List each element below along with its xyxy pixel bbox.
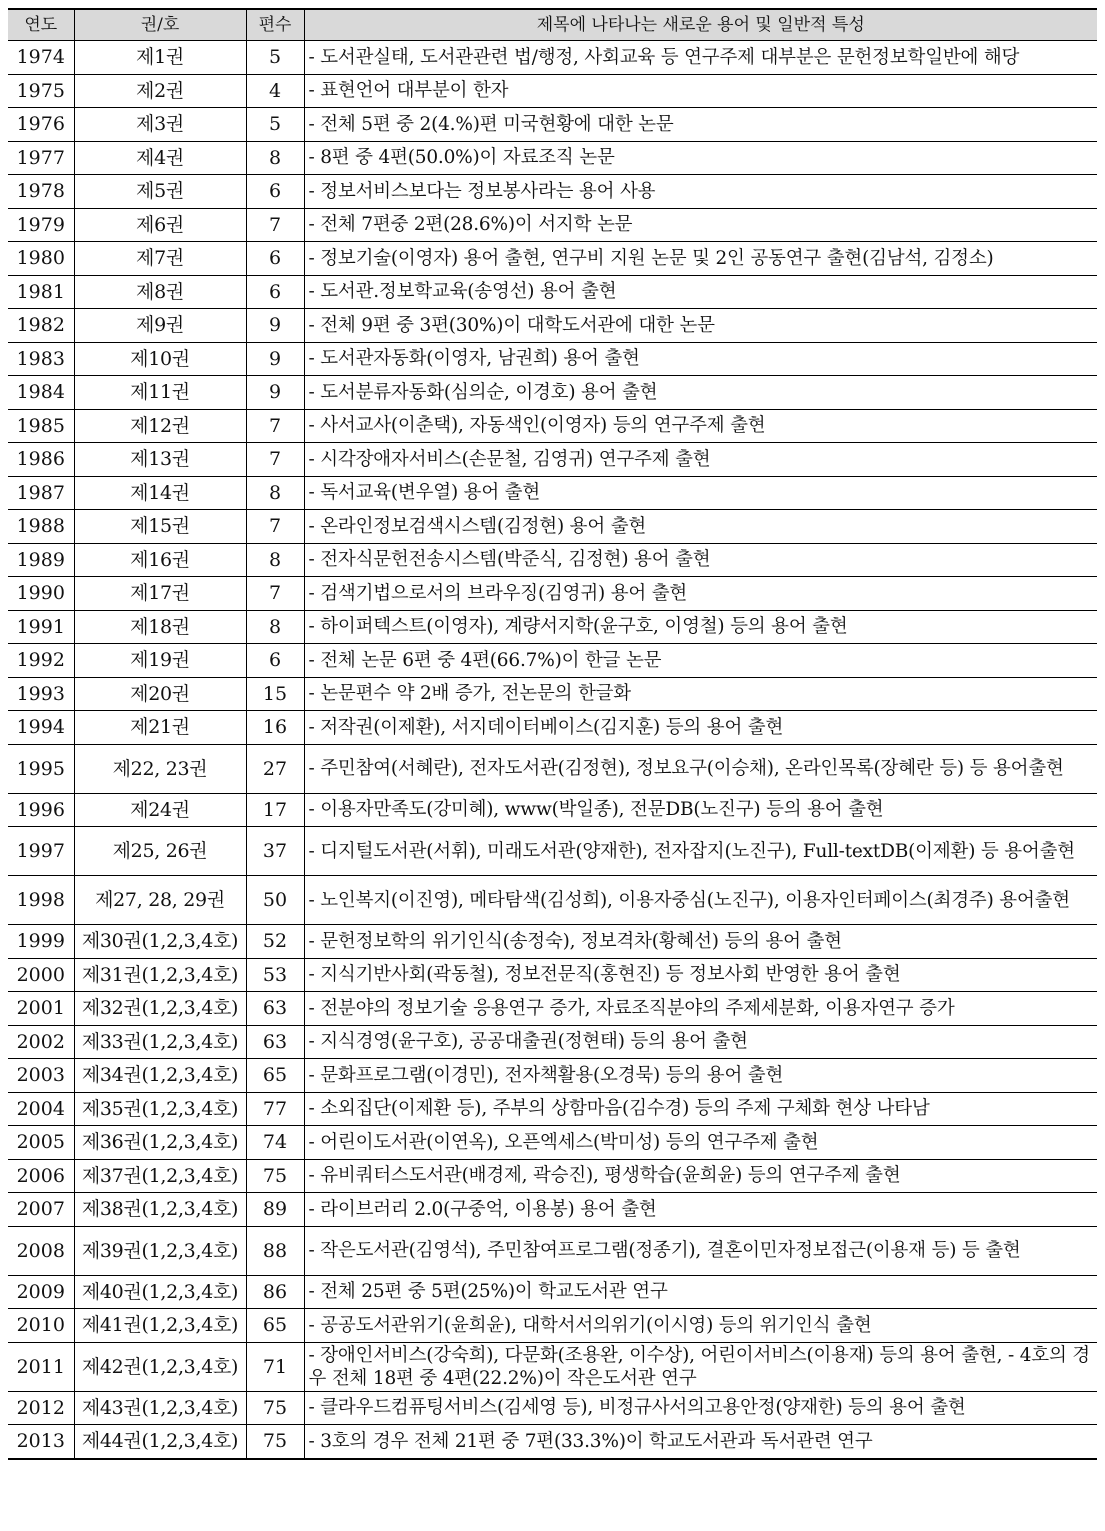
- cell-year: 1984: [8, 376, 74, 410]
- cell-count: 8: [246, 610, 304, 644]
- cell-description: - 저작권(이제환), 서지데이터베이스(김지훈) 등의 용어 출현: [304, 711, 1097, 745]
- cell-volume: 제36권(1,2,3,4호): [74, 1126, 246, 1160]
- cell-count: 53: [246, 958, 304, 992]
- table-header-row: [8, 9, 1097, 41]
- cell-count: 8: [246, 476, 304, 510]
- table-row: [8, 1275, 1097, 1309]
- table-row: [8, 275, 1097, 309]
- journal-terms-table: [8, 8, 1097, 1460]
- cell-year: 2013: [8, 1425, 74, 1459]
- cell-year: 1975: [8, 74, 74, 108]
- cell-volume: 제14권: [74, 476, 246, 510]
- cell-year: 2002: [8, 1025, 74, 1059]
- cell-year: 2000: [8, 958, 74, 992]
- cell-count: 89: [246, 1193, 304, 1227]
- cell-description: - 온라인정보검색시스템(김정현) 용어 출현: [304, 510, 1097, 544]
- table-row: [8, 610, 1097, 644]
- cell-year: 1992: [8, 644, 74, 678]
- cell-count: 7: [246, 443, 304, 477]
- table-row: [8, 744, 1097, 793]
- cell-year: 2004: [8, 1092, 74, 1126]
- cell-year: 1989: [8, 543, 74, 577]
- table-row: [8, 41, 1097, 75]
- cell-description: - 하이퍼텍스트(이영자), 계량서지학(윤구호, 이영철) 등의 용어 출현: [304, 610, 1097, 644]
- table-row: [8, 376, 1097, 410]
- cell-volume: 제39권(1,2,3,4호): [74, 1226, 246, 1275]
- table-row: [8, 1092, 1097, 1126]
- cell-volume: 제32권(1,2,3,4호): [74, 992, 246, 1026]
- table-body: [8, 41, 1097, 1459]
- cell-volume: 제6권: [74, 208, 246, 242]
- cell-year: 1998: [8, 876, 74, 925]
- cell-description: - 문화프로그램(이경민), 전자책활용(오경묵) 등의 용어 출현: [304, 1059, 1097, 1093]
- cell-volume: 제24권: [74, 793, 246, 827]
- cell-description: - 클라우드컴퓨팅서비스(김세영 등), 비정규사서의고용안정(양재한) 등의 용어 출현: [304, 1391, 1097, 1425]
- cell-count: 63: [246, 1025, 304, 1059]
- table-row: [8, 175, 1097, 209]
- cell-count: 65: [246, 1059, 304, 1093]
- cell-volume: 제33권(1,2,3,4호): [74, 1025, 246, 1059]
- cell-description: - 지식기반사회(곽동철), 정보전문직(홍현진) 등 정보사회 반영한 용어 출현: [304, 958, 1097, 992]
- table-row: [8, 1159, 1097, 1193]
- cell-volume: 제8권: [74, 275, 246, 309]
- cell-description: - 전체 9편 중 3편(30%)이 대학도서관에 대한 논문: [304, 309, 1097, 343]
- cell-count: 52: [246, 925, 304, 959]
- cell-count: 8: [246, 543, 304, 577]
- header-description: 제목에 나타나는 새로운 용어 및 일반적 특성: [304, 9, 1097, 41]
- cell-volume: 제31권(1,2,3,4호): [74, 958, 246, 992]
- table-row: [8, 677, 1097, 711]
- table-row: [8, 208, 1097, 242]
- cell-volume: 제4권: [74, 141, 246, 175]
- cell-description: - 전체 25편 중 5편(25%)이 학교도서관 연구: [304, 1275, 1097, 1309]
- cell-volume: 제2권: [74, 74, 246, 108]
- cell-description: - 8편 중 4편(50.0%)이 자료조직 논문: [304, 141, 1097, 175]
- table-row: [8, 1059, 1097, 1093]
- cell-volume: 제30권(1,2,3,4호): [74, 925, 246, 959]
- cell-description: - 작은도서관(김영석), 주민참여프로그램(정종기), 결혼이민자정보접근(이용재 등) 등 출현: [304, 1226, 1097, 1275]
- cell-description: - 정보기술(이영자) 용어 출현, 연구비 지원 논문 및 2인 공동연구 출현(김남석, 김정소): [304, 242, 1097, 276]
- cell-volume: 제17권: [74, 577, 246, 611]
- cell-volume: 제43권(1,2,3,4호): [74, 1391, 246, 1425]
- cell-year: 1976: [8, 108, 74, 142]
- cell-year: 1985: [8, 409, 74, 443]
- cell-year: 1979: [8, 208, 74, 242]
- cell-count: 86: [246, 1275, 304, 1309]
- cell-count: 9: [246, 376, 304, 410]
- cell-count: 75: [246, 1425, 304, 1459]
- table-row: [8, 577, 1097, 611]
- cell-volume: 제5권: [74, 175, 246, 209]
- cell-description: - 표현언어 대부분이 한자: [304, 74, 1097, 108]
- cell-description: - 전자식문헌전송시스템(박준식, 김정현) 용어 출현: [304, 543, 1097, 577]
- cell-volume: 제37권(1,2,3,4호): [74, 1159, 246, 1193]
- cell-count: 4: [246, 74, 304, 108]
- cell-volume: 제44권(1,2,3,4호): [74, 1425, 246, 1459]
- cell-year: 2010: [8, 1309, 74, 1343]
- table-row: [8, 992, 1097, 1026]
- table-row: [8, 827, 1097, 876]
- cell-description: - 정보서비스보다는 정보봉사라는 용어 사용: [304, 175, 1097, 209]
- cell-year: 1987: [8, 476, 74, 510]
- cell-volume: 제9권: [74, 309, 246, 343]
- cell-volume: 제10권: [74, 342, 246, 376]
- header-year: 연도: [8, 9, 74, 41]
- cell-volume: 제42권(1,2,3,4호): [74, 1342, 246, 1391]
- cell-description: - 전체 5편 중 2(4.%)편 미국현황에 대한 논문: [304, 108, 1097, 142]
- cell-volume: 제35권(1,2,3,4호): [74, 1092, 246, 1126]
- cell-count: 15: [246, 677, 304, 711]
- cell-count: 7: [246, 208, 304, 242]
- cell-volume: 제34권(1,2,3,4호): [74, 1059, 246, 1093]
- cell-count: 8: [246, 141, 304, 175]
- cell-year: 2001: [8, 992, 74, 1026]
- cell-volume: 제40권(1,2,3,4호): [74, 1275, 246, 1309]
- table-row: [8, 141, 1097, 175]
- cell-description: - 유비쿼터스도서관(배경제, 곽승진), 평생학습(윤희윤) 등의 연구주제 출현: [304, 1159, 1097, 1193]
- cell-volume: 제15권: [74, 510, 246, 544]
- cell-description: - 도서관실태, 도서관관련 법/행정, 사회교육 등 연구주제 대부분은 문헌정보학일반에 해당: [304, 41, 1097, 75]
- cell-year: 1983: [8, 342, 74, 376]
- table-row: [8, 342, 1097, 376]
- table-row: [8, 510, 1097, 544]
- cell-volume: 제25, 26권: [74, 827, 246, 876]
- table-row: [8, 1391, 1097, 1425]
- table-row: [8, 711, 1097, 745]
- cell-description: - 3호의 경우 전체 21편 중 7편(33.3%)이 학교도서관과 독서관련 연구: [304, 1425, 1097, 1459]
- cell-description: - 공공도서관위기(윤희윤), 대학서서의위기(이시영) 등의 위기인식 출현: [304, 1309, 1097, 1343]
- cell-description: - 도서관자동화(이영자, 남권희) 용어 출현: [304, 342, 1097, 376]
- cell-count: 7: [246, 409, 304, 443]
- table-row: [8, 1309, 1097, 1343]
- cell-year: 2006: [8, 1159, 74, 1193]
- table-row: [8, 543, 1097, 577]
- cell-volume: 제18권: [74, 610, 246, 644]
- cell-year: 1996: [8, 793, 74, 827]
- cell-description: - 지식경영(윤구호), 공공대출권(정현태) 등의 용어 출현: [304, 1025, 1097, 1059]
- table-row: [8, 409, 1097, 443]
- cell-volume: 제3권: [74, 108, 246, 142]
- cell-volume: 제12권: [74, 409, 246, 443]
- cell-description: - 검색기법으로서의 브라우징(김영귀) 용어 출현: [304, 577, 1097, 611]
- cell-year: 1991: [8, 610, 74, 644]
- cell-year: 1974: [8, 41, 74, 75]
- cell-volume: 제27, 28, 29권: [74, 876, 246, 925]
- cell-count: 9: [246, 309, 304, 343]
- table-row: [8, 74, 1097, 108]
- table-row: [8, 108, 1097, 142]
- table-row: [8, 1342, 1097, 1391]
- cell-volume: 제16권: [74, 543, 246, 577]
- table-row: [8, 1126, 1097, 1160]
- cell-year: 1997: [8, 827, 74, 876]
- cell-year: 1995: [8, 744, 74, 793]
- table-row: [8, 1226, 1097, 1275]
- table-row: [8, 309, 1097, 343]
- cell-description: - 어린이도서관(이연옥), 오픈엑세스(박미성) 등의 연구주제 출현: [304, 1126, 1097, 1160]
- cell-description: - 라이브러리 2.0(구중억, 이용봉) 용어 출현: [304, 1193, 1097, 1227]
- table-row: [8, 443, 1097, 477]
- cell-year: 2008: [8, 1226, 74, 1275]
- table-row: [8, 476, 1097, 510]
- cell-year: 1977: [8, 141, 74, 175]
- cell-year: 2005: [8, 1126, 74, 1160]
- cell-count: 17: [246, 793, 304, 827]
- cell-count: 6: [246, 242, 304, 276]
- cell-description: - 도서관.정보학교육(송영선) 용어 출현: [304, 275, 1097, 309]
- cell-description: - 도서분류자동화(심의순, 이경호) 용어 출현: [304, 376, 1097, 410]
- cell-count: 77: [246, 1092, 304, 1126]
- cell-year: 1981: [8, 275, 74, 309]
- cell-year: 2003: [8, 1059, 74, 1093]
- cell-description: - 전체 7편중 2편(28.6%)이 서지학 논문: [304, 208, 1097, 242]
- cell-count: 6: [246, 175, 304, 209]
- cell-year: 2012: [8, 1391, 74, 1425]
- table-row: [8, 876, 1097, 925]
- cell-count: 75: [246, 1159, 304, 1193]
- cell-description: - 장애인서비스(강숙희), 다문화(조용완, 이수상), 어린이서비스(이용재) 등의 용어 출현, - 4호의 경우 전체 18편 중 4편(22.2%)이 작은도서관 연구: [304, 1342, 1097, 1391]
- header-count: 편수: [246, 9, 304, 41]
- cell-count: 50: [246, 876, 304, 925]
- cell-year: 1988: [8, 510, 74, 544]
- cell-count: 5: [246, 41, 304, 75]
- cell-count: 75: [246, 1391, 304, 1425]
- cell-description: - 독서교육(변우열) 용어 출현: [304, 476, 1097, 510]
- cell-count: 71: [246, 1342, 304, 1391]
- cell-description: - 디지털도서관(서휘), 미래도서관(양재한), 전자잡지(노진구), Full-textDB(이제환) 등 용어출현: [304, 827, 1097, 876]
- cell-count: 65: [246, 1309, 304, 1343]
- cell-description: - 시각장애자서비스(손문철, 김영귀) 연구주제 출현: [304, 443, 1097, 477]
- cell-year: 2009: [8, 1275, 74, 1309]
- cell-year: 2011: [8, 1342, 74, 1391]
- cell-year: 1999: [8, 925, 74, 959]
- cell-volume: 제38권(1,2,3,4호): [74, 1193, 246, 1227]
- cell-count: 37: [246, 827, 304, 876]
- table-row: [8, 1425, 1097, 1459]
- cell-description: - 노인복지(이진영), 메타탐색(김성희), 이용자중심(노진구), 이용자인터페이스(최경주) 용어출현: [304, 876, 1097, 925]
- table-row: [8, 1025, 1097, 1059]
- cell-count: 9: [246, 342, 304, 376]
- cell-year: 1986: [8, 443, 74, 477]
- cell-description: - 논문편수 약 2배 증가, 전논문의 한글화: [304, 677, 1097, 711]
- cell-volume: 제1권: [74, 41, 246, 75]
- cell-count: 6: [246, 644, 304, 678]
- table-row: [8, 1193, 1097, 1227]
- cell-description: - 소외집단(이제환 등), 주부의 상함마음(김수경) 등의 주제 구체화 현상 나타남: [304, 1092, 1097, 1126]
- cell-count: 16: [246, 711, 304, 745]
- cell-volume: 제19권: [74, 644, 246, 678]
- cell-count: 7: [246, 510, 304, 544]
- cell-year: 2007: [8, 1193, 74, 1227]
- cell-volume: 제41권(1,2,3,4호): [74, 1309, 246, 1343]
- cell-year: 1994: [8, 711, 74, 745]
- cell-count: 6: [246, 275, 304, 309]
- cell-count: 7: [246, 577, 304, 611]
- cell-year: 1990: [8, 577, 74, 611]
- cell-count: 27: [246, 744, 304, 793]
- cell-description: - 주민참여(서혜란), 전자도서관(김정현), 정보요구(이승채), 온라인목록(장혜란 등) 등 용어출현: [304, 744, 1097, 793]
- header-volume: 권/호: [74, 9, 246, 41]
- table-row: [8, 958, 1097, 992]
- table-row: [8, 242, 1097, 276]
- cell-year: 1980: [8, 242, 74, 276]
- table-row: [8, 644, 1097, 678]
- cell-volume: 제13권: [74, 443, 246, 477]
- cell-description: - 전체 논문 6편 중 4편(66.7%)이 한글 논문: [304, 644, 1097, 678]
- cell-volume: 제20권: [74, 677, 246, 711]
- cell-year: 1978: [8, 175, 74, 209]
- cell-volume: 제11권: [74, 376, 246, 410]
- cell-description: - 이용자만족도(강미혜), www(박일종), 전문DB(노진구) 등의 용어 출현: [304, 793, 1097, 827]
- table-container: [8, 8, 1097, 1460]
- cell-count: 63: [246, 992, 304, 1026]
- cell-year: 1982: [8, 309, 74, 343]
- cell-description: - 전분야의 정보기술 응용연구 증가, 자료조직분야의 주제세분화, 이용자연구 증가: [304, 992, 1097, 1026]
- cell-count: 74: [246, 1126, 304, 1160]
- cell-volume: 제22, 23권: [74, 744, 246, 793]
- cell-year: 1993: [8, 677, 74, 711]
- cell-description: - 문헌정보학의 위기인식(송정숙), 정보격차(황혜선) 등의 용어 출현: [304, 925, 1097, 959]
- table-row: [8, 925, 1097, 959]
- cell-count: 88: [246, 1226, 304, 1275]
- table-row: [8, 793, 1097, 827]
- cell-volume: 제7권: [74, 242, 246, 276]
- cell-count: 5: [246, 108, 304, 142]
- cell-description: - 사서교사(이춘택), 자동색인(이영자) 등의 연구주제 출현: [304, 409, 1097, 443]
- cell-volume: 제21권: [74, 711, 246, 745]
